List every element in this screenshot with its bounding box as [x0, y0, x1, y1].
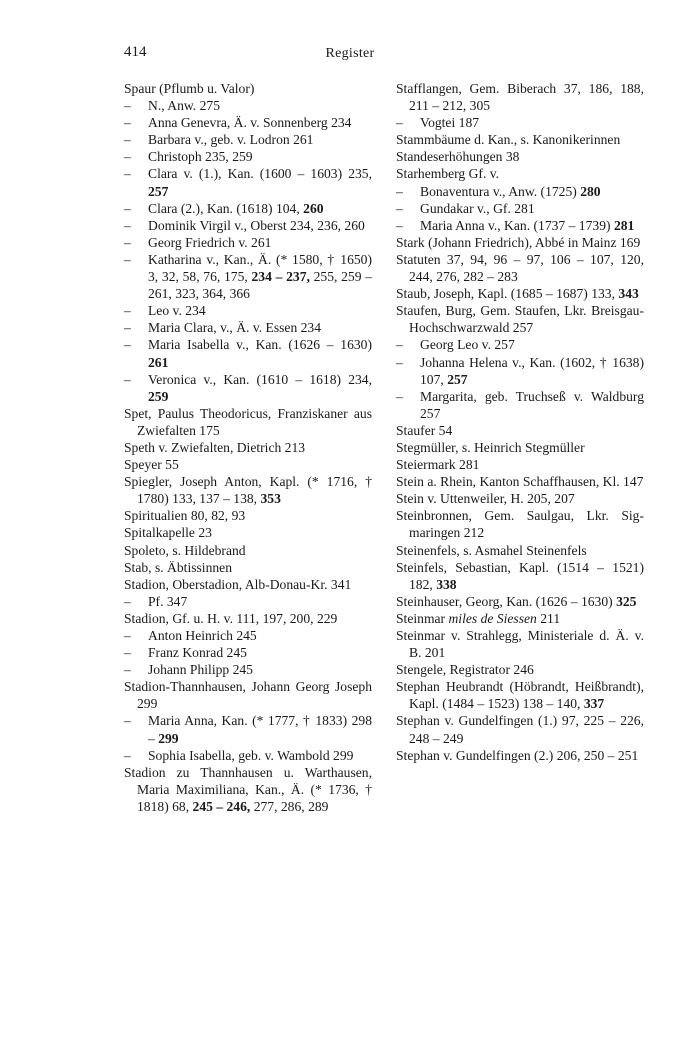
index-subentry	[124, 165, 372, 199]
index-entry	[124, 524, 372, 541]
index-entry	[396, 80, 644, 114]
index-entry	[396, 165, 644, 182]
index-entry	[124, 507, 372, 524]
index-subentry	[124, 200, 372, 217]
entry-text: Maria Anna, Kan. (* 1777, † 1833) 298 – 299	[148, 713, 372, 746]
index-entry	[124, 559, 372, 576]
subentry-dash: –	[124, 166, 131, 182]
index-entry	[124, 456, 372, 473]
entry-text: Georg Friedrich v. 261	[148, 234, 272, 250]
index-entry	[124, 473, 372, 507]
entry-text: Stephan Heubrandt (Höbrandt, Heißbrandt), Kapl. (1484 – 1523) 138 – 140, 337	[396, 679, 644, 712]
index-entry	[396, 131, 644, 148]
index-subentry	[124, 319, 372, 336]
index-subentry	[124, 234, 372, 251]
index-subentry	[124, 97, 372, 114]
entry-text: Barbara v., geb. v. Lodron 261	[148, 132, 314, 148]
entry-text: Stein v. Uttenweiler, H. 205, 207	[396, 491, 575, 507]
entry-text: Margarita, geb. Truchseß v. Waldburg 257	[420, 388, 644, 421]
index-entry	[396, 473, 644, 490]
entry-text: Steinmar miles de Siessen 211	[396, 610, 561, 626]
entry-text: Johann Philipp 245	[148, 662, 253, 678]
entry-text: Spoleto, s. Hildebrand	[124, 542, 246, 558]
entry-text: Stephan v. Gundelfingen (2.) 206, 250 – 251	[396, 747, 639, 763]
index-entry	[396, 747, 644, 764]
index-entry	[396, 302, 644, 336]
index-column-right	[396, 80, 644, 764]
entry-text: Franz Konrad 245	[148, 645, 247, 661]
subentry-dash: –	[396, 354, 403, 370]
subentry-dash: –	[124, 303, 131, 319]
subentry-dash: –	[396, 217, 403, 233]
index-entry	[396, 627, 644, 661]
entry-text: Bonaventura v., Anw. (1725) 280	[420, 183, 601, 199]
running-head: Register	[325, 46, 375, 61]
index-subentry	[124, 371, 372, 405]
index-entry	[124, 542, 372, 559]
subentry-dash: –	[124, 662, 131, 678]
entry-text: Speyer 55	[124, 457, 179, 473]
subentry-dash: –	[124, 149, 131, 165]
entry-text: Staufen, Burg, Gem. Staufen, Lkr. Breisgau-Hochschwarzwald 257	[396, 303, 644, 336]
subentry-dash: –	[124, 645, 131, 661]
subentry-dash: –	[124, 747, 131, 763]
entry-text: Speth v. Zwiefalten, Dietrich 213	[124, 439, 306, 455]
entry-text: Maria Anna v., Kan. (1737 – 1739) 281	[420, 217, 635, 233]
entry-text: Stadion zu Thannhausen u. Warthausen, Maria Maximiliana, Kan., Ä. (* 1736, † 1818) 68, 245 – 246, 277, 286, 289	[124, 764, 372, 814]
index-entry	[396, 559, 644, 593]
entry-text: Steinenfels, s. Asmahel Steinenfels	[396, 542, 587, 558]
index-subentry	[124, 302, 372, 319]
entry-text: Spiritualien 80, 82, 93	[124, 508, 246, 524]
index-subentry	[124, 336, 372, 370]
subentry-dash: –	[124, 98, 131, 114]
index-subentry	[124, 593, 372, 610]
entry-text: Georg Leo v. 257	[420, 337, 515, 353]
entry-text: Standeserhöhungen 38	[396, 149, 520, 165]
index-entry	[396, 490, 644, 507]
entry-text: Spaur (Pflumb u. Valor)	[124, 81, 255, 96]
entry-text: Staufer 54	[396, 422, 453, 438]
entry-text: Steinfels, Sebastian, Kapl. (1514 – 1521) 182, 338	[396, 559, 644, 592]
entry-text: Clara v. (1.), Kan. (1600 – 1603) 235, 257	[148, 166, 372, 199]
entry-text: Stammbäume d. Kan., s. Kanonikerinnen	[396, 132, 621, 148]
entry-text: Steiermark 281	[396, 457, 480, 473]
index-subentry	[396, 217, 644, 234]
entry-text: Stadion-Thannhausen, Johann Georg Joseph 299	[124, 679, 372, 712]
index-entry	[396, 507, 644, 541]
index-entry	[396, 661, 644, 678]
entry-text: Spitalkapelle 23	[124, 525, 212, 541]
subentry-dash: –	[124, 628, 131, 643]
entry-text: Stein a. Rhein, Kanton Schaffhausen, Kl. 147	[396, 474, 644, 490]
subentry-dash: –	[124, 200, 131, 216]
index-subentry	[124, 148, 372, 165]
index-entry	[396, 422, 644, 439]
entry-text: Anna Genevra, Ä. v. Sonnenberg 234	[148, 115, 352, 131]
index-subentry	[124, 251, 372, 302]
subentry-dash: –	[396, 115, 403, 131]
subentry-dash: –	[396, 183, 403, 199]
index-entry	[396, 678, 644, 712]
entry-text: Steinbronnen, Gem. Saulgau, Lkr. Sigmaringen 212	[396, 508, 644, 541]
entry-text: Johanna Helena v., Kan. (1602, † 1638) 107, 257	[420, 354, 644, 387]
index-subentry	[124, 747, 372, 764]
index-subentry	[396, 200, 644, 217]
entry-text: Pf. 347	[148, 593, 188, 609]
entry-text: Steinhauser, Georg, Kan. (1626 – 1630) 325	[396, 593, 637, 609]
index-subentry	[124, 627, 372, 644]
index-entry	[396, 542, 644, 559]
entry-text: Christoph 235, 259	[148, 149, 253, 165]
subentry-dash: –	[124, 713, 131, 729]
index-subentry	[396, 388, 644, 422]
entry-text: Spiegler, Joseph Anton, Kapl. (* 1716, † 1780) 133, 137 – 138, 353	[124, 474, 372, 507]
subentry-dash: –	[124, 371, 131, 387]
entry-text: Spet, Paulus Theodoricus, Franziskaner aus Zwiefalten 175	[124, 405, 372, 438]
index-entry	[396, 593, 644, 610]
entry-text: Stadion, Gf. u. H. v. 111, 197, 200, 229	[124, 610, 338, 626]
index-entry	[396, 439, 644, 456]
index-subentry	[396, 114, 644, 131]
subentry-dash: –	[396, 200, 403, 216]
index-entry	[396, 285, 644, 302]
entry-text: Staub, Joseph, Kapl. (1685 – 1687) 133, 343	[396, 286, 639, 302]
index-entry	[124, 576, 372, 593]
entry-text: Stadion, Oberstadion, Alb-Donau-Kr. 341	[124, 576, 352, 592]
entry-text: Stengele, Registrator 246	[396, 662, 534, 678]
subentry-dash: –	[124, 115, 131, 131]
index-entry	[396, 234, 644, 251]
entry-text: Anton Heinrich 245	[148, 628, 257, 643]
subentry-dash: –	[124, 593, 131, 609]
entry-text: Starhemberg Gf. v.	[396, 166, 500, 182]
entry-text: Clara (2.), Kan. (1618) 104, 260	[148, 200, 324, 216]
index-entry	[396, 251, 644, 285]
entry-text: Gundakar v., Gf. 281	[420, 200, 535, 216]
index-entry	[124, 405, 372, 439]
index-entry	[124, 80, 372, 97]
index-column-left	[124, 80, 372, 815]
index-entry	[396, 148, 644, 165]
entry-text: Sophia Isabella, geb. v. Wambold 299	[148, 747, 354, 763]
index-subentry	[396, 354, 644, 388]
entry-text: Stegmüller, s. Heinrich Stegmüller	[396, 439, 585, 455]
subentry-dash: –	[124, 217, 131, 233]
entry-text: Steinmar v. Strahlegg, Ministeriale d. Ä. v. B. 201	[396, 628, 644, 661]
entry-text: Veronica v., Kan. (1610 – 1618) 234, 259	[148, 371, 372, 404]
entry-text: Stephan v. Gundelfingen (1.) 97, 225 – 226, 248 – 249	[396, 713, 644, 746]
index-subentry	[124, 661, 372, 678]
entry-text: Katharina v., Kan., Ä. (* 1580, † 1650) 3, 32, 58, 76, 175, 234 – 237, 255, 259 – 261, 323, 364, 366	[148, 251, 373, 302]
entry-text: N., Anw. 275	[148, 98, 220, 114]
entry-text: Stafflangen, Gem. Biberach 37, 186, 188, 211 – 212, 305	[396, 81, 644, 114]
entry-text: Maria Isabella v., Kan. (1626 – 1630) 261	[148, 337, 372, 370]
subentry-dash: –	[124, 234, 131, 250]
subentry-dash: –	[124, 337, 131, 353]
index-subentry	[396, 183, 644, 200]
subentry-dash: –	[396, 388, 403, 404]
index-subentry	[124, 131, 372, 148]
index-entry	[124, 678, 372, 712]
index-subentry	[124, 114, 372, 131]
entry-text: Vogtei 187	[420, 115, 480, 131]
subentry-dash: –	[396, 337, 403, 353]
subentry-dash: –	[124, 251, 131, 267]
index-entry	[396, 456, 644, 473]
index-entry	[124, 439, 372, 456]
page-number: 414	[124, 44, 147, 60]
subentry-dash: –	[124, 320, 131, 336]
subentry-dash: –	[124, 132, 131, 148]
entry-text: Stark (Johann Friedrich), Abbé in Mainz 169	[396, 234, 641, 250]
index-entry	[396, 712, 644, 746]
entry-text: Statuten 37, 94, 96 – 97, 106 – 107, 120, 244, 276, 282 – 283	[396, 251, 644, 285]
index-entry	[396, 610, 644, 627]
entry-text: Maria Clara, v., Ä. v. Essen 234	[148, 320, 322, 336]
entry-text: Dominik Virgil v., Oberst 234, 236, 260	[148, 217, 365, 233]
index-subentry	[124, 644, 372, 661]
index-entry	[124, 764, 372, 815]
index-entry	[124, 610, 372, 627]
index-subentry	[396, 336, 644, 353]
index-subentry	[124, 217, 372, 234]
entry-text: Leo v. 234	[148, 303, 206, 319]
index-subentry	[124, 712, 372, 746]
entry-text: Stab, s. Äbtissinnen	[124, 559, 232, 575]
